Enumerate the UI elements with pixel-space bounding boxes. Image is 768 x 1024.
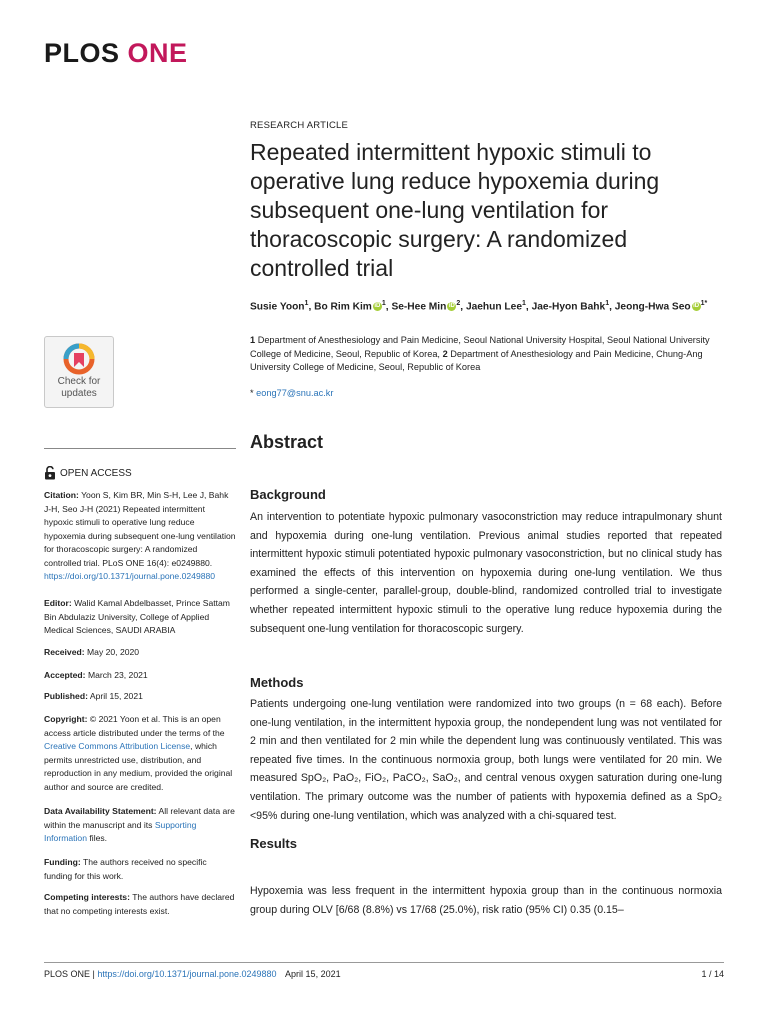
affiliation-number: 2 (442, 348, 448, 359)
corresponding-star: * (250, 388, 254, 398)
methods-paragraph: Patients undergoing one-lung ventilation were randomized into two groups (n = 68 each). Before one-lung ventilation, in the intermittent hypoxia group, the nondependent lung was not ventilated for 2 min and then ventilated for 2 min while the dependent lung was continuously ventilated. This was repeated five times. In the continuous normoxia group, both lungs were ventilated for 20 min. We measured SpO₂, PaO₂, FiO₂, PaCO₂, SaO₂, and central venous oxygen saturation during one-lung ventilation. The primary outcome was the number of patients with hypoxemia defined as a SpO₂ <95% during one-lung ventilation, which was analyzed with a chi-squared test. (250, 698, 722, 822)
affiliation-text: Department of Anesthesiology and Pain Medicine, Seoul National University Hospital, Seoul National University College of Medicine, Seoul, Republic of Korea, (250, 335, 710, 359)
competing-interests-label: Competing interests: (44, 892, 130, 902)
footer-journal: PLOS ONE | (44, 969, 95, 979)
funding-block (44, 856, 236, 883)
logo-plos: PLOS (44, 38, 120, 68)
article-type: RESEARCH ARTICLE (250, 120, 349, 131)
check-for-updates-badge[interactable] (44, 336, 114, 408)
citation-block (44, 489, 236, 584)
badge-line1: Check for (57, 376, 101, 387)
author-affiliation-number: 2 (456, 300, 461, 307)
funding-text: The authors received no specific funding for this work. (44, 857, 207, 881)
open-lock-icon (44, 466, 56, 480)
page-footer (44, 969, 341, 979)
open-access-label (44, 466, 132, 480)
published-label: Published: (44, 691, 88, 701)
competing-interests-text: The authors have declared that no competing interests exist. (44, 892, 235, 916)
orcid-icon[interactable]: iD (693, 303, 700, 310)
author-name[interactable]: Jaehun Lee (465, 301, 522, 313)
received-date: May 20, 2020 (87, 647, 140, 657)
abstract-heading: Abstract (250, 432, 324, 452)
correspondence (250, 388, 333, 398)
accepted-block (44, 669, 236, 683)
citation-text: Yoon S, Kim BR, Min S-H, Lee J, Bahk J-H, Seo J-H (2021) Repeated intermittent hypoxic stimuli to operative lung reduce hypoxemia during subsequent one-lung ventilation for thoracoscopic surgery: A randomized controlled trial. PLoS ONE 16(4): e0249880. (44, 490, 236, 568)
funding-label: Funding: (44, 857, 81, 867)
copyright-text-2: , which permits unrestricted use, distribution, and reproduction in any medium, provided the original author and source are credited. (44, 741, 233, 792)
editor-block (44, 597, 236, 638)
competing-interests-block (44, 891, 236, 918)
editor-text: Walid Kamal Abdelbasset, Prince Sattam Bin Abdulaziz University, College of Applied Medical Sciences, SAUDI ARABIA (44, 598, 230, 635)
copyright-text-1: © 2021 Yoon et al. This is an open access article distributed under the terms of the (44, 714, 225, 738)
page-number: 1 / 14 (701, 969, 724, 979)
data-availability-text-1: All relevant data are within the manuscript and its (44, 806, 235, 830)
orcid-icon[interactable]: iD (374, 303, 381, 310)
methods-heading: Methods (250, 675, 304, 690)
badge-line2: updates (61, 388, 97, 399)
editor-label: Editor: (44, 598, 72, 608)
copyright-label: Copyright: (44, 714, 88, 724)
author-affiliation-number: 1 (522, 300, 526, 307)
author-list: Susie Yoon$^1$, Bo Rim Kim iD $^1$, Se-Hee Min iD $^2$, Jaehun Lee$^1$, Jae-Hyon Bahk$^1$, Jeong-Hwa Seo iD $^{1*}$ (250, 300, 708, 313)
author-affiliation-number: 1 (605, 300, 610, 307)
left-divider (44, 448, 236, 449)
affiliation-text: Department of Anesthesiology and Pain Medicine, Chung-Ang University College of Medicine, Seoul, Republic of Korea (250, 348, 703, 373)
data-availability-text-2: files. (89, 833, 108, 843)
author-name[interactable]: Jae-Hyon Bahk (531, 301, 606, 313)
crossmark-icon (63, 343, 95, 375)
author-name[interactable]: Se-Hee Min (391, 301, 447, 313)
author-affiliation-number: 1 (381, 300, 386, 307)
corresponding-star: * (704, 300, 708, 307)
article-title: Repeated intermittent hypoxic stimuli to operative lung reduce hypoxemia during subsequent one-lung ventilation for thoracoscopic surgery: A randomized controlled trial (250, 139, 660, 281)
affiliation-number: 1 (250, 335, 256, 345)
accepted-label: Accepted: (44, 670, 86, 680)
citation-label: Citation: (44, 490, 79, 500)
background-heading: Background (250, 487, 326, 502)
author-name[interactable]: Susie Yoon (250, 301, 305, 313)
footer-divider (44, 962, 724, 963)
published-date: April 15, 2021 (89, 691, 143, 701)
license-link[interactable]: Creative Commons Attribution License (44, 741, 191, 751)
author-affiliation-number: 1 (700, 300, 705, 307)
author-affiliation-number: 1 (304, 300, 309, 307)
background-paragraph: An intervention to potentiate hypoxic pulmonary vasoconstriction may reduce intrapulmonary shunt and hypoxemia during one-lung ventilation. Previous animal studies reported that repeated intermittent hypoxic stimuli potentiated hypoxic pulmonary vasoconstriction, but no clinical study has examined the effects of this intervention on hypoxemia during one-lung ventilation. We thus performed a single-center, parallel-group, double-blind, randomized controlled trial to investigate whether repeated intermittent hypoxic stimuli to the operative lung reduce hypoxemia during the subsequent one-lung ventilation for thoracoscopic surgery. (250, 511, 722, 635)
results-paragraph: Hypoxemia was less frequent in the intermittent hypoxia group than in the continuous normoxia group during OLV [6/68 (8.8%) vs 17/68 (25.0%), risk ratio (95% CI) 0.35 (0.15– (250, 885, 722, 916)
open-access-text: OPEN ACCESS (60, 467, 132, 479)
citation-doi-link[interactable]: https://doi.org/10.1371/journal.pone.0249880 (44, 571, 216, 581)
journal-logo[interactable] (44, 38, 188, 69)
author-name[interactable]: Jeong-Hwa Seo (614, 301, 691, 313)
received-label: Received: (44, 647, 85, 657)
data-availability-label: Data Availability Statement: (44, 806, 157, 816)
author-name[interactable]: Bo Rim Kim (314, 301, 372, 313)
orcid-icon[interactable]: iD (448, 303, 455, 310)
copyright-block (44, 713, 236, 794)
footer-date: April 15, 2021 (285, 969, 341, 979)
supporting-information-link[interactable]: Supporting Information (44, 819, 197, 843)
received-block (44, 646, 236, 660)
logo-one: ONE (127, 38, 188, 68)
results-heading: Results (250, 836, 297, 851)
data-availability-block (44, 805, 236, 846)
published-block (44, 690, 236, 704)
accepted-date: March 23, 2021 (87, 670, 148, 680)
corresponding-email-link[interactable]: eong77@snu.ac.kr (256, 388, 334, 398)
footer-doi-link[interactable]: https://doi.org/10.1371/journal.pone.0249880 (97, 969, 277, 979)
affiliations (250, 334, 720, 375)
